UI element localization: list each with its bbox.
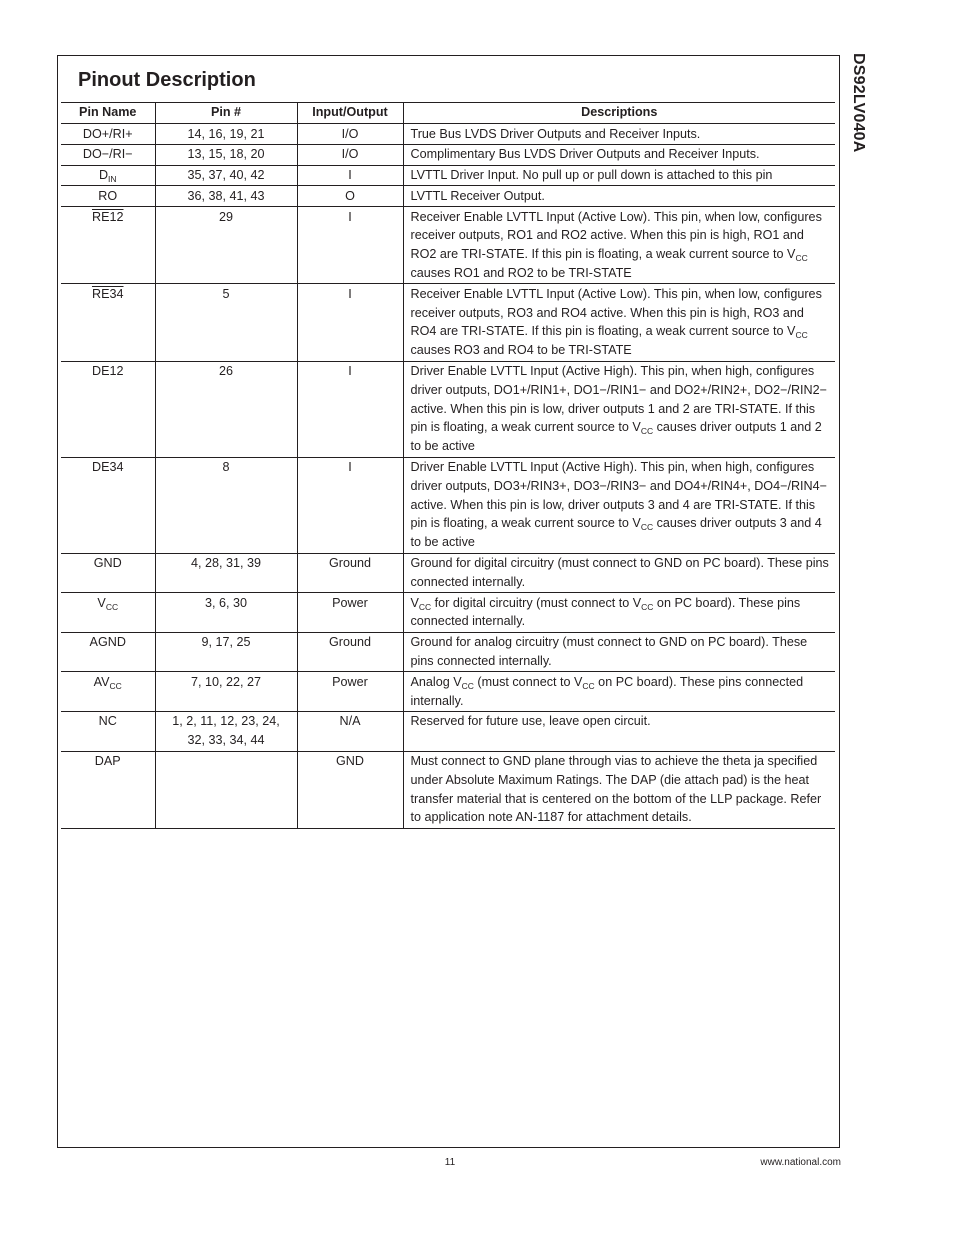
pin-name: V xyxy=(97,595,106,610)
pin-number-line: 1, 2, 11, 12, 23, 24, xyxy=(172,714,280,729)
description-cell: Reserved for future use, leave open circuit. xyxy=(403,711,835,751)
description-cell xyxy=(403,457,835,553)
table-row xyxy=(61,672,835,712)
input-output-cell: N/A xyxy=(297,711,403,751)
pin-number-cell xyxy=(155,207,297,284)
description-cell xyxy=(403,207,835,284)
description-subscript: CC xyxy=(795,253,808,264)
table-row xyxy=(61,284,835,361)
pin-name: NC xyxy=(98,714,117,729)
pin-number: 5 xyxy=(222,286,230,301)
pin-name-cell xyxy=(61,632,155,672)
page-frame xyxy=(57,55,840,1148)
description-text: Analog V xyxy=(410,674,462,689)
description-cell: LVTTL Receiver Output. xyxy=(403,186,835,207)
description-cell xyxy=(403,672,835,712)
table-row xyxy=(61,165,835,186)
pin-name: RO xyxy=(98,188,118,203)
pin-number-cell xyxy=(155,124,297,145)
pin-number-cell xyxy=(155,165,297,186)
description-text: on PC board). These pins connected internally. xyxy=(410,674,804,708)
side-part-number xyxy=(844,53,872,253)
pin-name: DAP xyxy=(94,754,121,768)
description-subscript: CC xyxy=(640,522,654,533)
header-descriptions: Descriptions xyxy=(403,103,835,124)
pin-number: 3, 6, 30 xyxy=(204,595,247,610)
description-text: Driver Enable LVTTL Input (Active High). This pin, when high, configures driver outputs, DO1+/RIN1+, DO1−/RIN1− and DO2+/RIN2+, DO2−/RIN2− active. When this pin is low, driver outputs 1 and 2 are TRI-STATE. If this pin is floating, a weak current source to V xyxy=(410,364,827,435)
pin-name-subscript: CC xyxy=(105,601,119,612)
table-row xyxy=(61,711,835,751)
input-output-cell: GND xyxy=(297,751,403,828)
pin-name-cell xyxy=(61,144,155,165)
pin-name: RE12 xyxy=(91,209,124,224)
description-cell: Must connect to GND plane through vias to achieve the theta ja specified under Absolute Maximum Ratings. The DAP (die attach pad) is the heat transfer material that is centered on the bottom of the LLP package. Refer to application note AN-1187 for attachment details. xyxy=(403,751,835,828)
table-row xyxy=(61,553,835,593)
description-cell xyxy=(403,361,835,457)
table-row xyxy=(61,207,835,284)
pin-name: DO+/RI+ xyxy=(82,126,133,141)
description-cell: Ground for analog circuitry (must connect to GND on PC board). These pins connected internally. xyxy=(403,632,835,672)
pin-number: 9, 17, 25 xyxy=(201,635,251,650)
pin-number: 7, 10, 22, 27 xyxy=(190,674,262,689)
pin-number-cell xyxy=(155,284,297,361)
table-row xyxy=(61,124,835,145)
pin-name-cell xyxy=(61,284,155,361)
description-text: for digital circuitry (must connect to V xyxy=(431,595,642,610)
pin-name: AGND xyxy=(89,635,126,650)
header-pin-name: Pin Name xyxy=(61,103,155,124)
description-cell: Ground for digital circuitry (must connect to GND on PC board). These pins connected internally. xyxy=(403,553,835,593)
description-subscript: CC xyxy=(795,330,808,341)
pin-number: 14, 16, 19, 21 xyxy=(187,126,265,141)
pin-name-cell xyxy=(61,711,155,751)
pin-number-cell xyxy=(155,751,297,828)
table-row xyxy=(61,751,835,828)
description-subscript: CC xyxy=(641,601,654,612)
input-output-cell: Power xyxy=(297,672,403,712)
pin-number-line: 32, 33, 34, 44 xyxy=(187,733,265,748)
pin-number-cell xyxy=(155,361,297,457)
description-text: causes driver outputs 3 and 4 to be active xyxy=(410,516,822,550)
pin-number-cell xyxy=(155,457,297,553)
input-output-cell: I xyxy=(297,207,403,284)
table-row xyxy=(61,457,835,553)
table-row xyxy=(61,186,835,207)
pin-name-cell xyxy=(61,751,155,828)
pin-number: 4, 28, 31, 39 xyxy=(190,556,262,571)
description-subscript: CC xyxy=(418,601,432,612)
pin-number: 13, 15, 18, 20 xyxy=(187,147,265,162)
description-text: Receiver Enable LVTTL Input (Active Low). This pin, when low, configures receiver outputs, RO1 and RO2 active. When this pin is high, RO1 and RO2 are TRI-STATE. If this pin is floating, a weak current source to V xyxy=(410,209,822,262)
input-output-cell: Ground xyxy=(297,553,403,593)
page-number: 11 xyxy=(444,1157,456,1168)
pin-number: 35, 37, 40, 42 xyxy=(187,168,265,183)
pin-number: 26 xyxy=(218,364,233,379)
pinout-table xyxy=(61,102,835,829)
pin-number: 36, 38, 41, 43 xyxy=(187,188,265,203)
pin-name-cell xyxy=(61,207,155,284)
table-header-row xyxy=(61,103,835,124)
pin-name-subscript: CC xyxy=(109,680,122,691)
pin-name: D xyxy=(98,168,109,183)
pin-name-cell xyxy=(61,593,155,633)
input-output-cell: O xyxy=(297,186,403,207)
description-text: on PC board). These pins connected internally. xyxy=(410,595,801,629)
pin-name-cell xyxy=(61,672,155,712)
pin-number-cell xyxy=(155,593,297,633)
pin-number-cell xyxy=(155,672,297,712)
input-output-cell: I xyxy=(297,361,403,457)
header-pin-number: Pin # xyxy=(155,103,297,124)
pin-name: RE34 xyxy=(91,286,124,301)
section-title: Pinout Description xyxy=(78,69,256,91)
description-cell: LVTTL Driver Input. No pull up or pull down is attached to this pin xyxy=(403,165,835,186)
header-input-output: Input/Output xyxy=(297,103,403,124)
description-text: causes RO1 and RO2 to be TRI-STATE xyxy=(410,266,632,281)
pin-number-cell xyxy=(155,711,297,751)
pin-name-cell xyxy=(61,553,155,593)
input-output-cell: Power xyxy=(297,593,403,633)
description-subscript: CC xyxy=(582,680,595,691)
table-row xyxy=(61,632,835,672)
description-text: causes RO3 and RO4 to be TRI-STATE xyxy=(410,343,632,358)
website-url: www.national.com xyxy=(760,1157,841,1168)
description-text: Receiver Enable LVTTL Input (Active Low). This pin, when low, configures receiver outputs, RO3 and RO4 active. When this pin is high, RO3 and RO4 are TRI-STATE. If this pin is floating, a weak current source to V xyxy=(410,286,822,339)
description-text: (must connect to V xyxy=(473,674,583,689)
table-row xyxy=(61,593,835,633)
description-cell xyxy=(403,284,835,361)
pin-number: 8 xyxy=(222,460,230,475)
pin-name-cell xyxy=(61,186,155,207)
input-output-cell: I xyxy=(297,284,403,361)
pin-number-cell xyxy=(155,553,297,593)
description-cell: True Bus LVDS Driver Outputs and Receiver Inputs. xyxy=(403,124,835,145)
description-cell: Complimentary Bus LVDS Driver Outputs and Receiver Inputs. xyxy=(403,144,835,165)
description-text: Driver Enable LVTTL Input (Active High). This pin, when high, configures driver outputs, DO3+/RIN3+, DO3−/RIN3− and DO4+/RIN4+, DO4−/RIN4− active. When this pin is low, driver outputs 3 and 4 are TRI-STATE. If this pin is floating, a weak current source to V xyxy=(410,460,827,531)
pin-number-cell xyxy=(155,632,297,672)
pin-name-cell xyxy=(61,457,155,553)
pin-name: GND xyxy=(93,556,122,571)
pin-number-cell xyxy=(155,144,297,165)
pin-name: DE12 xyxy=(91,364,124,379)
pin-name-cell xyxy=(61,165,155,186)
input-output-cell: I xyxy=(297,457,403,553)
description-text: V xyxy=(410,595,419,610)
pin-name: DO−/RI− xyxy=(82,147,133,162)
pin-number: 29 xyxy=(218,209,233,224)
input-output-cell: Ground xyxy=(297,632,403,672)
description-text: causes driver outputs 1 and 2 to be active xyxy=(410,420,822,454)
pin-name-cell xyxy=(61,361,155,457)
description-subscript: CC xyxy=(640,426,654,437)
pin-name: AV xyxy=(93,674,110,689)
input-output-cell: I/O xyxy=(297,124,403,145)
pin-number-cell xyxy=(155,186,297,207)
table-body xyxy=(61,124,835,829)
description-cell xyxy=(403,593,835,633)
table-row xyxy=(61,361,835,457)
pin-name: DE34 xyxy=(91,460,124,475)
side-part-number-text: DS92LV040A xyxy=(850,53,867,153)
table-row xyxy=(61,144,835,165)
description-subscript: CC xyxy=(461,680,474,691)
pin-name-subscript: IN xyxy=(108,174,117,185)
input-output-cell: I xyxy=(297,165,403,186)
input-output-cell: I/O xyxy=(297,144,403,165)
pin-name-cell xyxy=(61,124,155,145)
